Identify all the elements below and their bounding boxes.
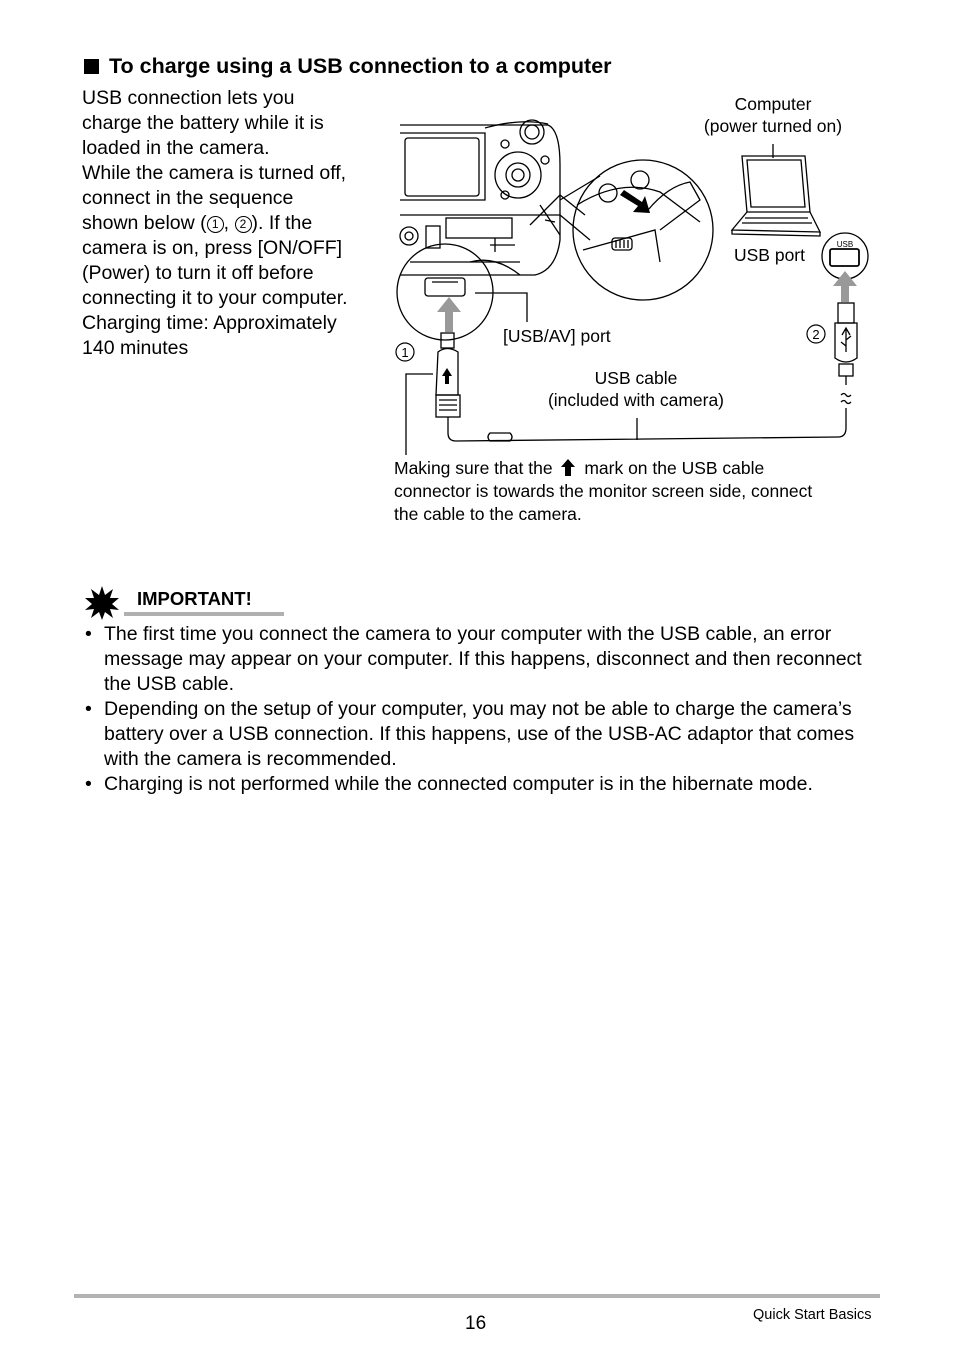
note-line: [394, 457, 874, 480]
usb-jack-text: USB: [836, 240, 854, 249]
important-title: IMPORTANT!: [137, 588, 252, 609]
computer-connector-icon: [835, 303, 857, 385]
important-bullet: • Charging is not performed while the connected computer is in the hibernate mode.: [82, 772, 882, 797]
computer-label: [673, 93, 873, 137]
usbav-port-label: [USB/AV] port: [503, 326, 611, 346]
computer-label-line: Computer: [734, 94, 812, 114]
note-line: connector is towards the monitor screen side, connect: [394, 481, 813, 501]
important-underline: [124, 612, 284, 616]
intro-line: loaded in the camera.: [82, 137, 270, 159]
usbav-leader-line: [475, 293, 527, 322]
note-text: mark on the USB cable: [584, 458, 765, 478]
intro-line: 140 minutes: [82, 337, 189, 359]
mark-arrow-icon: [442, 368, 452, 384]
usb-cable-label-line: (included with camera): [547, 390, 725, 410]
camera-illustration: [400, 120, 560, 275]
up-mark-icon: [560, 459, 576, 477]
section-heading-text: To charge using a USB connection to a computer: [109, 54, 612, 78]
intro-text: ,: [223, 212, 235, 234]
page-number: 16: [465, 1313, 487, 1334]
usb-port-label: USB port: [734, 245, 805, 265]
important-header: [84, 585, 284, 617]
important-bullet: • Depending on the setup of your computer, you may not be able to charge the camera’s battery over a USB connection. If this happens, use of the USB-AC adaptor that comes with the camera is recommended.: [82, 697, 882, 772]
connector-zoom-illustration: [397, 244, 520, 340]
cable-break-icon: [841, 394, 851, 404]
note-line: the cable to the camera.: [394, 504, 582, 524]
usb-cable-label: [526, 367, 746, 411]
ferrite-core-icon: [488, 433, 512, 441]
intro-line: Charging time: Approximately: [82, 312, 337, 334]
note-text: Making sure that the: [394, 458, 553, 478]
step-2-icon: 2: [235, 216, 252, 233]
connector-note: [394, 457, 874, 526]
intro-line: connecting it to your computer.: [82, 287, 348, 309]
footer-rule: [74, 1294, 880, 1298]
intro-line: charge the battery while it is: [82, 112, 324, 134]
port-zoom-illustration: [530, 160, 713, 300]
insert-arrow-icon: [620, 190, 650, 213]
important-bullet: • The first time you connect the camera to your computer with the USB cable, an error message may appear on your computer. If this happens, disconnect and then reconnect the USB cable.: [82, 622, 882, 697]
intro-text: shown below (: [82, 212, 207, 234]
step-1-icon: 1: [207, 216, 224, 233]
usb-cable-label-line: USB cable: [594, 368, 678, 388]
laptop-illustration: [732, 156, 820, 236]
intro-line: USB connection lets you: [82, 87, 295, 109]
usb-cable-line: [448, 408, 846, 441]
intro-line: (Power) to turn it off before: [82, 262, 314, 284]
important-burst-icon: [84, 585, 120, 621]
step-1-number: 1: [401, 345, 409, 360]
step-2-number: 2: [812, 327, 820, 342]
computer-label-line: (power turned on): [703, 116, 843, 136]
up-arrow-icon: [833, 271, 857, 302]
intro-text: ). If the: [251, 212, 313, 234]
note-leader-line: [406, 374, 433, 455]
up-arrow-icon: [437, 297, 461, 332]
section-name: Quick Start Basics: [753, 1307, 872, 1323]
intro-line: camera is on, press [ON/OFF]: [82, 237, 343, 259]
intro-line: connect in the sequence: [82, 187, 294, 209]
intro-line: While the camera is turned off,: [82, 162, 347, 184]
important-list: [82, 622, 882, 797]
